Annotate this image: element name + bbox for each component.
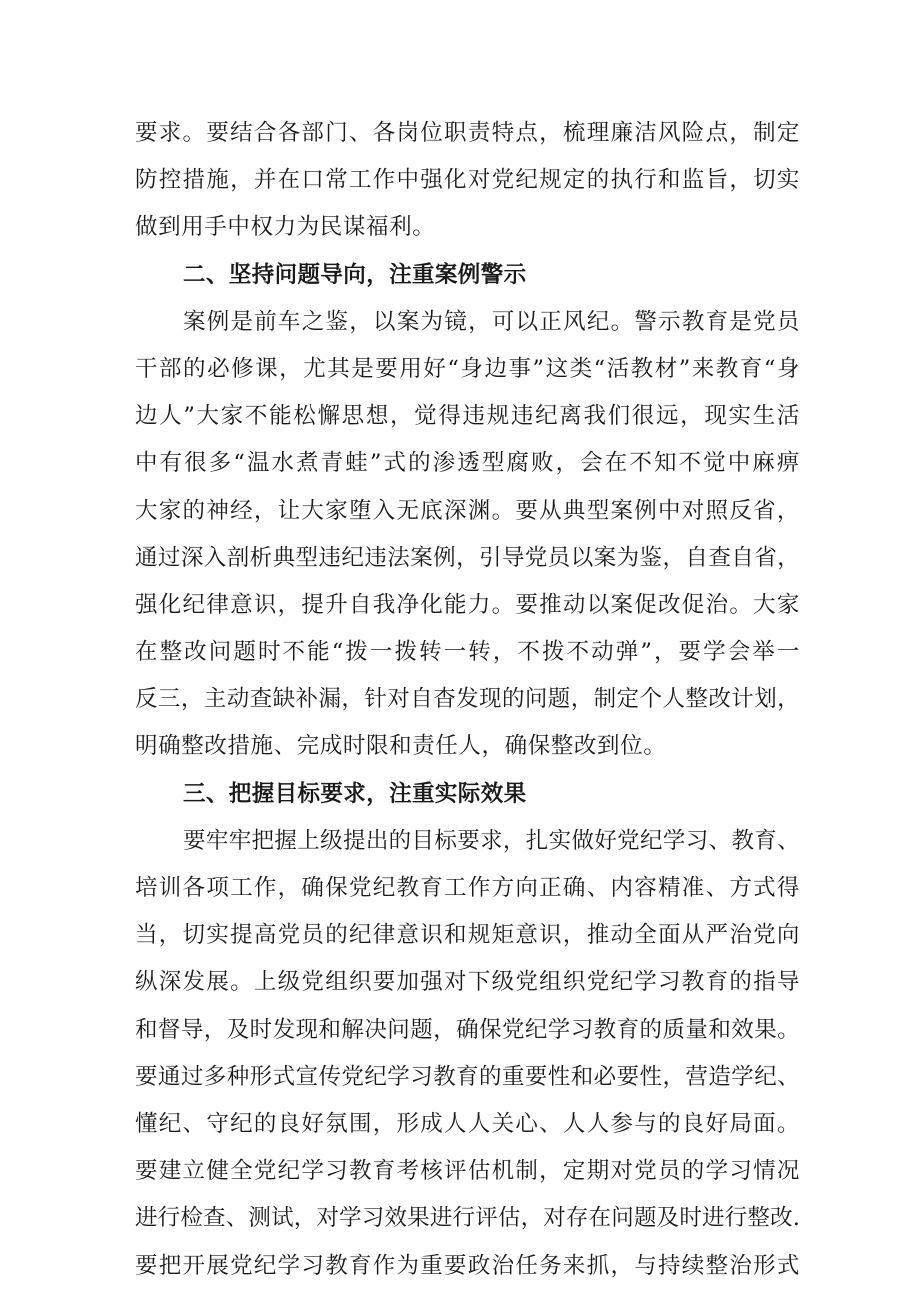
body-line: 反三，主动查缺补漏，针对自杳发现的问题，制定个人整改计划， — [135, 686, 800, 713]
body-line: 强化纪律意识，提升自我净化能力。要推动以案促改促治。大家 — [135, 591, 800, 618]
body-line: 防控措施，并在口常工作中强化对党纪规定的执行和监旨，切实 — [135, 167, 800, 194]
section-heading-2: 二、坚持问题导向，注重案例警示 — [183, 261, 527, 288]
body-line: 在整改问题时不能“拨一拨转一转，不拨不动弹”，要学会举一 — [135, 639, 800, 666]
body-line: 边人”大家不能松懈思想，觉得违规违纪离我们很远，现实生活 — [135, 403, 800, 430]
body-line: 进行检查、测试，对学习效果进行评估，对存在问题及时进行整改. — [135, 1205, 800, 1232]
body-line: 要牢牢把握上级提出的目标要求，扎实做好党纪学习、教育、 — [183, 827, 800, 854]
body-line: 明确整改措施、完成时限和责任人，确保整改到位。 — [135, 733, 667, 760]
body-line: 干部的必修课，尤其是要用好“身边事”这类“活教材”来教育“身 — [135, 355, 800, 382]
body-line: 要求。要结合各部门、各岗位职责特点，梳理廉洁风险点，制定 — [135, 120, 800, 146]
section-heading-3: 三、把握目标要求，注重实际效果 — [183, 780, 527, 807]
body-line: 通过深入剖析典型违纪违法案例，引导党员以案为鉴，自查自省， — [135, 544, 800, 571]
body-line: 要通过多种形式宣传党纪学习教育的重要性和必要性，营造学纪、 — [135, 1063, 800, 1090]
body-line: 大家的神经，让大家堕入无底深渊。要从典型案例中对照反省， — [135, 497, 800, 524]
body-line: 纵深发展。上级党组织要加强对下级党组织党纪学习教育的指导 — [135, 969, 800, 996]
document-body — [135, 110, 800, 1290]
body-line: 中有很多“温水煮青蛙”式的渗透型腐败，会在不知不觉中麻痹 — [135, 450, 800, 477]
body-line: 和督导，及时发现和解决问题，确保党纪学习教育的质量和效果。 — [135, 1016, 800, 1043]
body-line: 当，切实提高党员的纪律意识和规矩意识，推动全面从严治党向 — [135, 922, 800, 949]
body-line: 培训各项工作，确保党纪教育工作方向正确、内容精准、方式得 — [135, 875, 800, 901]
body-line: 案例是前车之鉴，以案为镜，可以正风纪。警示教育是党员 — [183, 308, 800, 335]
body-line: 做到用手中权力为民谋福利。 — [135, 214, 436, 241]
body-line: 要把开展党纪学习教育作为重要政治任务来抓，与持续整治形式 — [135, 1252, 800, 1279]
body-line: 要建立健全党纪学习教育考核评估机制，定期对党员的学习情况 — [135, 1158, 800, 1185]
body-line: 懂纪、守纪的良好氛围，形成人人关心、人人参与的良好局面。 — [135, 1110, 800, 1137]
